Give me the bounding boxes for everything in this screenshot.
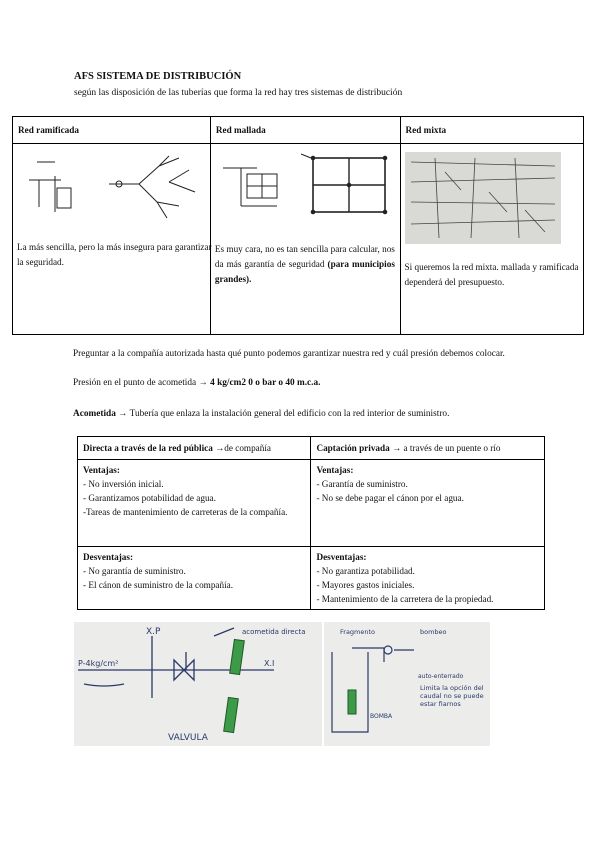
sketch-fragmento-label: Fragmento bbox=[340, 628, 376, 636]
direct-supply-sketch-photo bbox=[74, 622, 322, 746]
cell-mixta bbox=[400, 144, 583, 335]
private-advantages: Ventajas: - Garantía de suministro. - No se debe pagar el cánon por el agua. bbox=[311, 460, 545, 547]
sketch-pressure-label: P-4kg/cm² bbox=[78, 659, 119, 668]
sketch-valvula-label: VALVULA bbox=[168, 733, 208, 743]
branched-network-diagram bbox=[19, 152, 205, 222]
direct-advantages: Ventajas: - No inversión inicial. - Garantizamos potabilidad de agua. -Tareas de mantenimiento de carreteras de la compañía. bbox=[78, 460, 311, 547]
private-disadvantages: Desventajas: - No garantiza potabilidad. - Mayores gastos iniciales. - Mantenimiento de la carretera de la propiedad. bbox=[311, 547, 545, 610]
mixed-network-photo bbox=[405, 152, 561, 244]
sketch-xi-label: X.I bbox=[264, 659, 275, 668]
mesh-network-diagram bbox=[217, 150, 399, 220]
header-ramificada: Red ramificada bbox=[13, 117, 211, 144]
header-mixta: Red mixta bbox=[400, 117, 583, 144]
sketch-auto-label: auto-enterrado bbox=[418, 673, 464, 680]
cell-mallada bbox=[210, 144, 400, 335]
mixta-text: Si queremos la red mixta. mallada y ramificada dependerá del presupuesto. bbox=[404, 262, 579, 287]
page-subtitle: según las disposición de las tuberías que forma la red hay tres sistemas de distribución bbox=[74, 88, 403, 98]
sketch-xp-label: X.P bbox=[146, 627, 161, 637]
paragraph-pressure: Presión en el punto de acometida → 4 kg/cm2 0 o bar o 40 m.c.a. bbox=[73, 378, 321, 388]
supply-table bbox=[77, 436, 545, 610]
sketch-bomba-label: BOMBA bbox=[370, 713, 393, 720]
paragraph-ask-company: Preguntar a la compañía autorizada hasta qué punto podemos garantizar nuestra red y cuál presión debemos colocar. bbox=[73, 349, 505, 359]
private-supply-sketch-photo bbox=[324, 622, 490, 746]
cell-ramificada bbox=[13, 144, 211, 335]
page-title: AFS SISTEMA DE DISTRIBUCIÓN bbox=[74, 71, 242, 82]
mallada-text: Es muy cara, no es tan sencilla para calcular, nos da más garantía de seguridad (para municipios grandes). bbox=[214, 244, 395, 284]
paragraph-acometida: Acometida → Tubería que enlaza la instalación general del edificio con la red interior de suministro. bbox=[73, 409, 450, 419]
direct-disadvantages: Desventajas: - No garantía de suministro. - El cánon de suministro de la compañía. bbox=[78, 547, 311, 610]
sketch-note-label: Limita la opción del caudal no se puede estar fiarnos bbox=[420, 684, 484, 708]
sketch-acometida-label: acometida directa bbox=[242, 628, 306, 636]
header-private: Captación privada → a través de un puente o río bbox=[311, 437, 545, 460]
sketch-bombeo-label: bombeo bbox=[420, 628, 447, 636]
ramificada-text: La más sencilla, pero la más insegura para garantizar la seguridad. bbox=[17, 242, 212, 267]
header-mallada: Red mallada bbox=[210, 117, 400, 144]
network-types-table bbox=[12, 116, 584, 335]
header-direct: Directa a través de la red pública →de compañía bbox=[78, 437, 311, 460]
